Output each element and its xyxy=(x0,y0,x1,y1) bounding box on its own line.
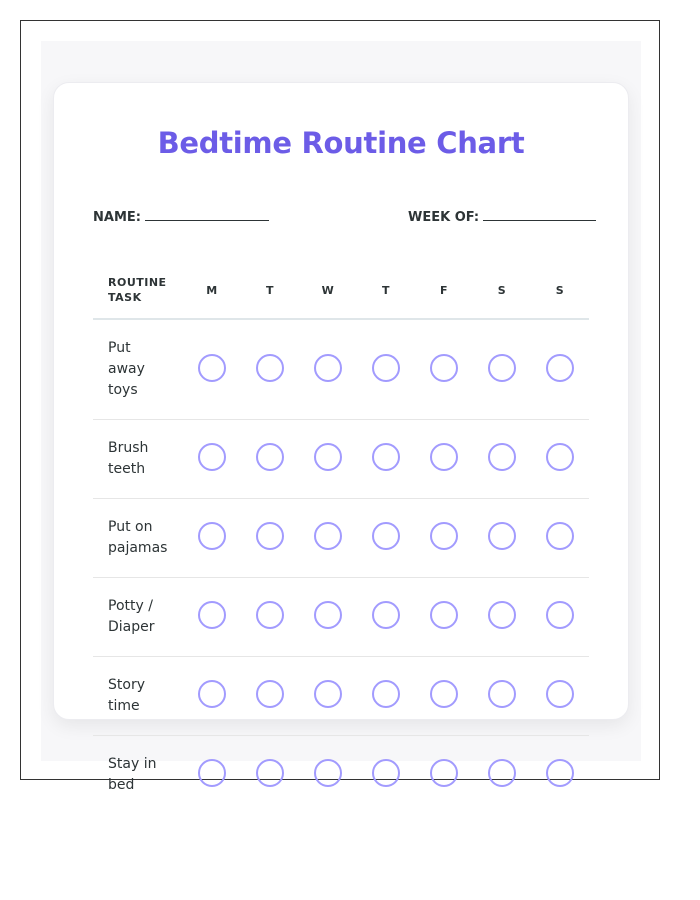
task-label-line: teeth xyxy=(108,461,146,477)
task-label-line: Potty / xyxy=(108,598,153,614)
checkbox-circle[interactable] xyxy=(372,354,400,382)
day-cell xyxy=(299,657,357,736)
task-label xyxy=(93,319,183,420)
day-cell xyxy=(241,657,299,736)
day-cell xyxy=(415,736,473,815)
checkbox-circle[interactable] xyxy=(372,601,400,629)
task-label-line: away xyxy=(108,361,145,377)
task-label xyxy=(93,736,183,815)
day-cell xyxy=(241,499,299,578)
task-label-line: Brush xyxy=(108,440,149,456)
day-cell xyxy=(473,319,531,420)
checkbox-circle[interactable] xyxy=(372,680,400,708)
day-cell xyxy=(473,578,531,657)
day-cell xyxy=(241,736,299,815)
day-column-header: T xyxy=(357,262,415,319)
page-title: Bedtime Routine Chart xyxy=(157,126,525,160)
checkbox-circle[interactable] xyxy=(372,443,400,471)
checkbox-circle[interactable] xyxy=(198,759,226,787)
checkbox-circle[interactable] xyxy=(488,601,516,629)
task-header-line: TASK xyxy=(108,291,142,304)
checkbox-circle[interactable] xyxy=(314,680,342,708)
routine-table xyxy=(93,262,589,814)
day-cell xyxy=(473,736,531,815)
task-header-line: ROUTINE xyxy=(108,276,167,289)
checkbox-circle[interactable] xyxy=(256,680,284,708)
checkbox-circle[interactable] xyxy=(198,601,226,629)
day-column-header: S xyxy=(531,262,589,319)
day-cell xyxy=(241,578,299,657)
day-column-header: S xyxy=(473,262,531,319)
name-field[interactable] xyxy=(93,207,269,225)
table-row xyxy=(93,736,589,815)
task-label-line: Put on xyxy=(108,519,153,535)
table-row xyxy=(93,578,589,657)
table-header-row xyxy=(93,262,589,319)
checkbox-circle[interactable] xyxy=(198,522,226,550)
week-blank-line[interactable] xyxy=(483,207,596,221)
day-cell xyxy=(531,319,589,420)
day-cell xyxy=(299,736,357,815)
day-cell xyxy=(415,578,473,657)
checkbox-circle[interactable] xyxy=(546,680,574,708)
task-label-line: Diaper xyxy=(108,619,155,635)
checkbox-circle[interactable] xyxy=(488,522,516,550)
checkbox-circle[interactable] xyxy=(430,680,458,708)
checkbox-circle[interactable] xyxy=(372,522,400,550)
checkbox-circle[interactable] xyxy=(198,354,226,382)
task-label-line: time xyxy=(108,698,140,714)
day-cell xyxy=(299,499,357,578)
day-column-header: M xyxy=(183,262,241,319)
day-cell xyxy=(531,420,589,499)
checkbox-circle[interactable] xyxy=(256,354,284,382)
checkbox-circle[interactable] xyxy=(256,601,284,629)
task-label-line: toys xyxy=(108,382,138,398)
task-label-line: Story xyxy=(108,677,145,693)
checkbox-circle[interactable] xyxy=(314,759,342,787)
checkbox-circle[interactable] xyxy=(314,354,342,382)
checkbox-circle[interactable] xyxy=(488,759,516,787)
day-cell xyxy=(357,736,415,815)
day-cell xyxy=(531,736,589,815)
day-cell xyxy=(183,420,241,499)
checkbox-circle[interactable] xyxy=(430,759,458,787)
checkbox-circle[interactable] xyxy=(256,522,284,550)
day-cell xyxy=(183,319,241,420)
day-column-header: F xyxy=(415,262,473,319)
checkbox-circle[interactable] xyxy=(314,601,342,629)
checkbox-circle[interactable] xyxy=(488,680,516,708)
task-label-line: Put xyxy=(108,340,131,356)
day-cell xyxy=(473,499,531,578)
day-cell xyxy=(531,578,589,657)
day-cell xyxy=(183,499,241,578)
table-row xyxy=(93,420,589,499)
day-cell xyxy=(531,657,589,736)
checkbox-circle[interactable] xyxy=(198,443,226,471)
task-label-line: Stay in xyxy=(108,756,157,772)
checkbox-circle[interactable] xyxy=(488,443,516,471)
day-cell xyxy=(531,499,589,578)
day-cell xyxy=(357,319,415,420)
task-label xyxy=(93,420,183,499)
name-label: NAME: xyxy=(93,210,141,225)
day-cell xyxy=(415,420,473,499)
checkbox-circle[interactable] xyxy=(546,522,574,550)
task-label xyxy=(93,499,183,578)
checkbox-circle[interactable] xyxy=(430,601,458,629)
task-label-line: bed xyxy=(108,777,135,793)
task-label-line: pajamas xyxy=(108,540,168,556)
checkbox-circle[interactable] xyxy=(546,601,574,629)
week-label: WEEK OF: xyxy=(408,210,480,225)
table-row xyxy=(93,319,589,420)
day-cell xyxy=(241,420,299,499)
table-row xyxy=(93,499,589,578)
day-cell xyxy=(357,420,415,499)
day-cell xyxy=(299,420,357,499)
day-column-header: W xyxy=(299,262,357,319)
day-cell xyxy=(473,657,531,736)
day-cell xyxy=(357,499,415,578)
task-column-header xyxy=(93,262,183,319)
checkbox-circle[interactable] xyxy=(256,759,284,787)
task-label xyxy=(93,578,183,657)
day-cell xyxy=(183,578,241,657)
day-cell xyxy=(183,657,241,736)
checkbox-circle[interactable] xyxy=(430,354,458,382)
checkbox-circle[interactable] xyxy=(430,443,458,471)
checkbox-circle[interactable] xyxy=(488,354,516,382)
week-field[interactable] xyxy=(408,207,596,225)
day-cell xyxy=(357,657,415,736)
day-cell xyxy=(183,736,241,815)
checkbox-circle[interactable] xyxy=(256,443,284,471)
day-cell xyxy=(415,319,473,420)
checkbox-circle[interactable] xyxy=(314,443,342,471)
day-column-header: T xyxy=(241,262,299,319)
table-row xyxy=(93,657,589,736)
day-cell xyxy=(415,657,473,736)
checkbox-circle[interactable] xyxy=(546,759,574,787)
checkbox-circle[interactable] xyxy=(314,522,342,550)
checkbox-circle[interactable] xyxy=(546,354,574,382)
day-cell xyxy=(241,319,299,420)
checkbox-circle[interactable] xyxy=(198,680,226,708)
day-cell xyxy=(299,319,357,420)
day-cell xyxy=(357,578,415,657)
task-label xyxy=(93,657,183,736)
checkbox-circle[interactable] xyxy=(430,522,458,550)
day-cell xyxy=(299,578,357,657)
checkbox-circle[interactable] xyxy=(372,759,400,787)
day-cell xyxy=(473,420,531,499)
checkbox-circle[interactable] xyxy=(546,443,574,471)
day-cell xyxy=(415,499,473,578)
name-blank-line[interactable] xyxy=(145,207,269,221)
